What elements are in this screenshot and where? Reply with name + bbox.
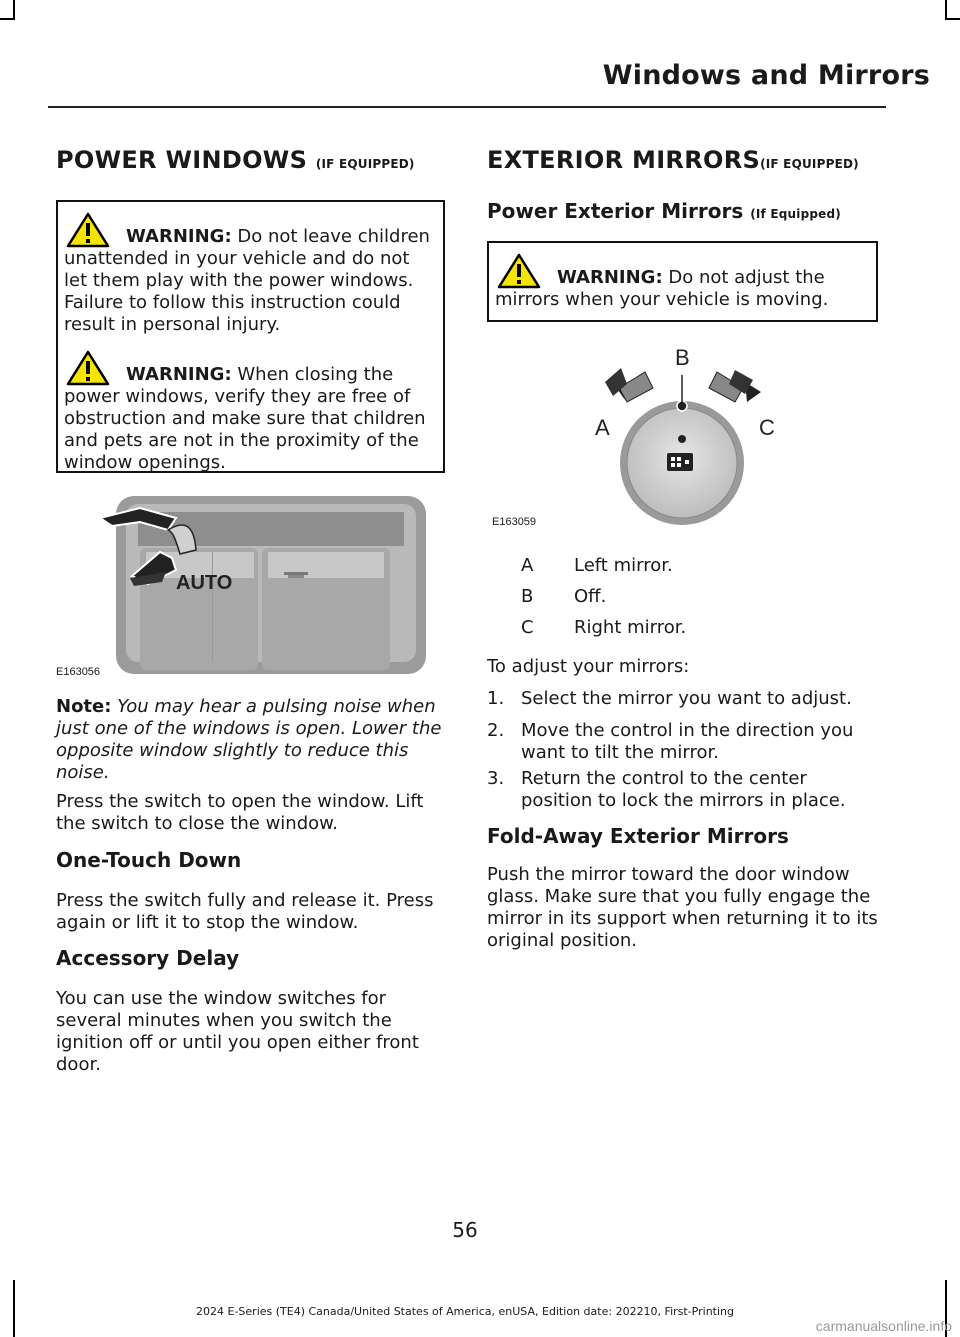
window-switch-figure	[56, 490, 446, 680]
list-number: 2.	[487, 720, 505, 741]
mirror-control-illustration	[487, 340, 879, 532]
warning-label: WARNING:	[557, 267, 663, 288]
subsection-title	[487, 199, 841, 223]
subsection-title-text: Power Exterior Mirrors	[487, 199, 744, 223]
header-divider	[48, 106, 886, 108]
watermark: carmanualsonline.info	[815, 1318, 952, 1334]
window-switch-illustration	[56, 490, 446, 680]
heading-text: One-Touch Down	[56, 848, 242, 872]
warning-box-power-windows	[56, 200, 445, 473]
list-number: 1.	[487, 688, 505, 709]
paragraph-text: To adjust your mirrors:	[487, 656, 690, 677]
warning-paragraph	[495, 253, 868, 311]
footer-edition-info: 2024 E-Series (TE4) Canada/United States of America, enUSA, Edition date: 202210, First-Printing	[196, 1305, 734, 1318]
heading-text: Fold-Away Exterior Mirrors	[487, 824, 789, 848]
page-header-title: Windows and Mirrors	[602, 60, 930, 91]
crop-mark	[0, 18, 15, 20]
body-paragraph	[56, 988, 446, 1076]
auto-label: AUTO	[176, 572, 233, 594]
body-paragraph	[56, 890, 446, 934]
mirror-control-figure	[487, 340, 879, 532]
legend-row	[521, 586, 606, 607]
legend-value: Left mirror.	[574, 555, 673, 576]
warning-label: WARNING:	[126, 226, 232, 247]
list-number: 3.	[487, 768, 505, 789]
list-text: Return the control to the center position to lock the mirrors in place.	[521, 768, 846, 811]
note-paragraph	[56, 696, 446, 784]
label-b: B	[675, 345, 690, 370]
list-text: Select the mirror you want to adjust.	[521, 688, 852, 709]
warning-text: Do not adjust the mirrors when your vehicle is moving.	[495, 267, 829, 310]
list-item	[487, 720, 879, 764]
paragraph-text: Press the switch to open the window. Lift the switch to close the window.	[56, 791, 424, 834]
subsection-qualifier: (If Equipped)	[750, 207, 841, 221]
legend-row	[521, 555, 673, 576]
heading-one-touch	[56, 848, 446, 872]
figure-code: E163056	[56, 666, 101, 678]
legend-key: C	[521, 617, 534, 638]
warning-label: WARNING:	[126, 364, 232, 385]
warning-triangle-icon	[497, 253, 549, 289]
heading-text: Accessory Delay	[56, 946, 240, 970]
adjust-intro	[487, 656, 879, 678]
paragraph-text: Press the switch fully and release it. Press again or lift it to stop the window.	[56, 890, 434, 933]
paragraph-text: You can use the window switches for several minutes when you switch the ignition off or until you open either front door.	[56, 988, 419, 1075]
warning-triangle-icon	[66, 350, 118, 386]
list-item	[487, 768, 879, 812]
heading-fold-away	[487, 824, 879, 848]
warning-paragraph	[64, 212, 435, 336]
note-text: You may hear a pulsing noise when just one of the windows is open. Lower the opposite window slightly to reduce this noise.	[56, 696, 442, 783]
legend-value: Right mirror.	[574, 617, 687, 638]
warning-triangle-icon	[66, 212, 118, 248]
label-c: C	[759, 415, 775, 440]
section-title-text: EXTERIOR MIRRORS	[487, 146, 761, 174]
section-title-text: POWER WINDOWS	[56, 146, 308, 174]
list-text: Move the control in the direction you want to tilt the mirror.	[521, 720, 854, 763]
section-qualifier: (IF EQUIPPED)	[760, 157, 859, 171]
legend-key: B	[521, 586, 534, 607]
legend-row	[521, 617, 686, 638]
legend-value: Off.	[574, 586, 607, 607]
warning-text: When closing the power windows, verify they are free of obstruction and make sure that children and pets are not in the proximity of the window openings.	[64, 364, 426, 473]
left-section-title	[56, 147, 415, 173]
warning-box-mirrors	[487, 241, 878, 322]
crop-mark	[945, 18, 960, 20]
page-number: 56	[452, 1218, 478, 1242]
heading-accessory-delay	[56, 946, 446, 970]
crop-mark	[13, 0, 15, 20]
label-a: A	[595, 415, 610, 440]
note-label: Note:	[56, 696, 112, 717]
crop-mark	[945, 0, 947, 20]
list-item	[487, 688, 879, 710]
paragraph-text: Push the mirror toward the door window glass. Make sure that you fully engage the mirror in its support when returning it to its original position.	[487, 864, 878, 951]
body-paragraph	[487, 864, 879, 952]
warning-paragraph	[64, 350, 435, 474]
warning-text: Do not leave children unattended in your vehicle and do not let them play with the power windows. Failure to follow this instruction could result in personal injury.	[64, 226, 430, 335]
body-paragraph	[56, 791, 446, 835]
section-qualifier: (IF EQUIPPED)	[315, 157, 415, 171]
right-section-title	[487, 147, 859, 173]
figure-code: E163059	[492, 516, 537, 528]
legend-key: A	[521, 555, 534, 576]
